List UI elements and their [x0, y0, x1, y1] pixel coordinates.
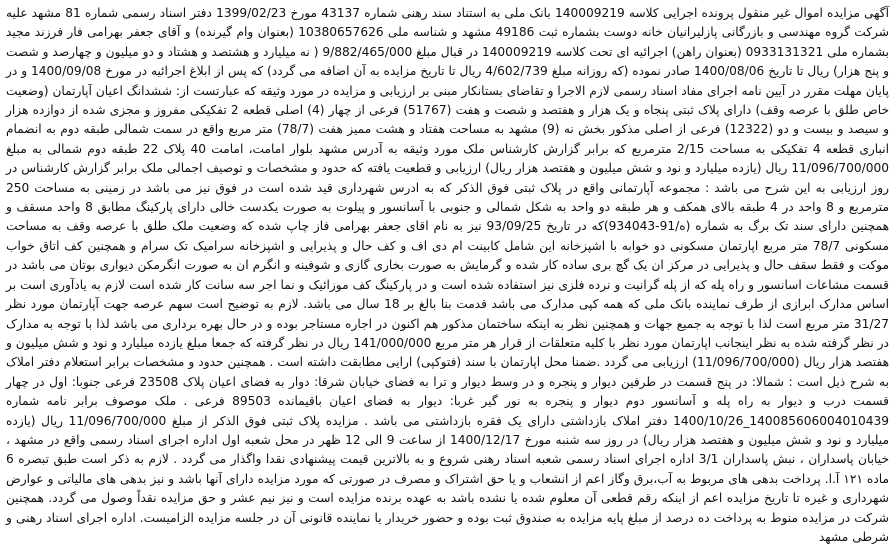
auction-notice: [6, 4, 889, 547]
notice-body-text: آگهی مزایده اموال غیر منقول پرونده اجرایی کلاسه 140009219 بانک ملی به استناد سند رهنی شماره 43137 مورخ 1399/02/23 دفتر اسناد رسمی شماره 81 مشهد علیه شرکت گروه مهندسی و بازرگانی پازلیرانیان خانه دوست بشماره ثبت 49186 مشهد و شناسه ملی 10380657626 (بعنوان وام گیرنده) و آقای جعفر بهرامی فار فرزند مجید بشماره ملی 0933131321 (بعنوان راهن) اجرائیه ای تحت کلاسه 140009219 در قبال مبلغ 9/882/465/000 ( نه میلیارد و هشتصد و هشتاد و دو میلیون و چهارصد و شصت و پنج هزار) ریال تا تاریخ 1400/08/06 صادر نموده (که روزانه مبلغ 4/602/739 ریال تا تاریخ مزایده به آن اضافه می گردد) که پس از ابلاغ اجرائیه در مورخ 1400/09/08 و در پایان مهلت مقرر در آیین نامه اجرای مفاد اسناد رسمی لازم الاجرا و تقاضای بستانکار مبنی بر ارزیابی و مزایده در مورد وثیقه که عبارتست از: ششدانگ اعیان آپارتمان (وضعیت خاص طلق با عرصه وقف) دارای پلاک ثبتی پنجاه و یک هزار و هفتصد و شصت و هفت (51767) فرعی از چهار (4) اصلی قطعه 2 تفکیکی مفروز و مجزی شده از دوازده هزار و سیصد و بیست و دو (12322) فرعی از اصلی مذکور بخش نه (9) مشهد به مساحت هفتاد و هشت ممیز هفت (78/7) متر مربع واقع در سمت شمالی طبقه دوم به انضمام انباری قطعه 4 تفکیکی به مساحت 2/15 مترمربع که برابر گزارش کارشناس ملک مورد وثیقه به آدرس مشهد بلوار امامت، امامت 40 پلاک 22 طبقه دوم شمالی به مبلغ 11/096/700/000 ریال (یازده میلیارد و نود و شش میلیون و هفتصد هزار ریال) ارزیابی و قطعیت یافته که حدود و مشخصات و توصیف اجمالی ملک برابر گزارش کارشناس در روز ارزیابی به این شرح می باشد : مجموعه آپارتمانی واقع در پلاک ثبتی فوق الذکر که به ادرس شهرداری قید شده است در فوق نیز می باشد در زمینی به مساحت 250 مترمربع و 8 واحد در 4 طبقه بالای همکف و هر طبقه دو واحد به شکل شمالی و جنوبی با آسانسور و پیلوت به صورت یکدست خالی دارای پارکینگ مطابق 8 واحد مسقف و همچنین دارای سند تک برگ به شماره (ه/91-934043)که در تاریخ 93/09/25 نیز به نام اقای جعفر بهرامی فاز چاپ شده که وضعیت ملک طلق با عرصه وقف به مساحت مسکونی 78/7 متر مربع اپارتمان مسکونی دو خوابه با اشپزخانه این شامل کابینت ام دی اف و کف حال و پذیرایی و اشپزخانه سرامیک تک سرام و همچنین کف اتاق خواب موکت و فقط سقف حال و پذیرایی در مرکز ان یک گچ بری ساده کار شده و گرمایش به صورت بخاری گازی و شوفینه و انگرم ان به صورت انگرمکن دیواری بوتان می باشد در قسمت مشاعات اسانسور و راه پله که از پله گرانیت و نرده فلزی نیز استفاده شده است و در پارکینگ کف موزائیک و نما اجر سه سانت کار شده است لازم به یادآوری است بر اساس مدارک ابرازی از طرف نماینده بانک ملی که همه کپی مدارک می باشد قدمت بنا بالغ بر 18 سال می باشد. لازم به توضیح است سهم عرصه جهت آپارتمان مورد نظر 31/27 متر مربع است لذا با توجه به جمیع جهات و همچنین نظر به اینکه ساختمان مذکور هم اکنون در اجاره مستاجر بوده و در حال بهره برداری می باشد لذا با توجه به مدارک در نظر گرفته شده به نظر اینجانب اپارتمان مورد نظر با کلیه متعلقات از قرار هر متر مربع 141/000/000 ریال در نظر گرفته که جمعا مبلغ یازده میلیارد و نود و شش میلیون و هفتصد هزار ریال (11/096/700/000) ارزیابی می گردد .ضمنا محل اپارتمان با سند (فتوکپی) ارایی مطابقت داشته است . همچنین حدود و مشخصات برابر استعلام دفتر املاک به شرح ذیل است : شمالا: در پنج قسمت در طرفین دیوار و پنجره و در وسط دیوار و ترا به فضای خیابان شرقا: دوار به فضای اعیان پلاک 23508 فرعی جنوبا: اول در چهار قسمت درب و دیوار به راه پله و آسانسور دوم دیوار و پنجره به نور گیر غربا: دیوار به فضای اعیان باقیمانده 89503 فرعی . ملک موصوف برابر نامه شماره 140085606004010439_1400/10/26 دفتر املاک بازداشتی دارای یک فقره بازداشتی می باشد . مزایده پلاک ثبتی فوق الذکر از مبلغ 11/096/700/000 ریال (یازده میلیارد و نود و شش میلیون و هفتصد هزار ریال) در روز سه شنبه مورخ 1400/12/17 از ساعت 9 الی 12 ظهر در محل شعبه اول اداره اجرای اسناد رسمی واقع در مشهد ، خیابان پاسداران ، نبش پاسداران 3/1 اداره اجرای اسناد رسمی شعبه اسناد رهنی شروع و به بالاترین قیمت پیشنهادی نقدا واگذار می گردد . لازم به ذکر است طبق تبصره 6 ماده ۱۲۱ آ.ا. پرداخت بدهی های مربوط به آب،برق وگاز اعم از انشعاب و یا حق اشتراک و مصرف در صورتی که مورد مزایده دارای آنها باشد و نیز بدهی های مالیاتی و عوارض شهرداری و غیره تا تاریخ مزایده اعم از اینکه رقم قطعی آن معلوم شده یا نشده باشد به عهده برنده مزایده است و نیز نیم عشر و حق مزایده نقداً وصول می گردد. همچنین شرکت در مزایده منوط به پرداخت ده درصد از مبلغ پایه مزایده به صندوق ثبت بوده و حضور خریدار یا نماینده قانونی آن در جلسه مزایده الزامیست. اداره اجرای اسناد رهنی و شرطی مشهد: [6, 6, 890, 544]
